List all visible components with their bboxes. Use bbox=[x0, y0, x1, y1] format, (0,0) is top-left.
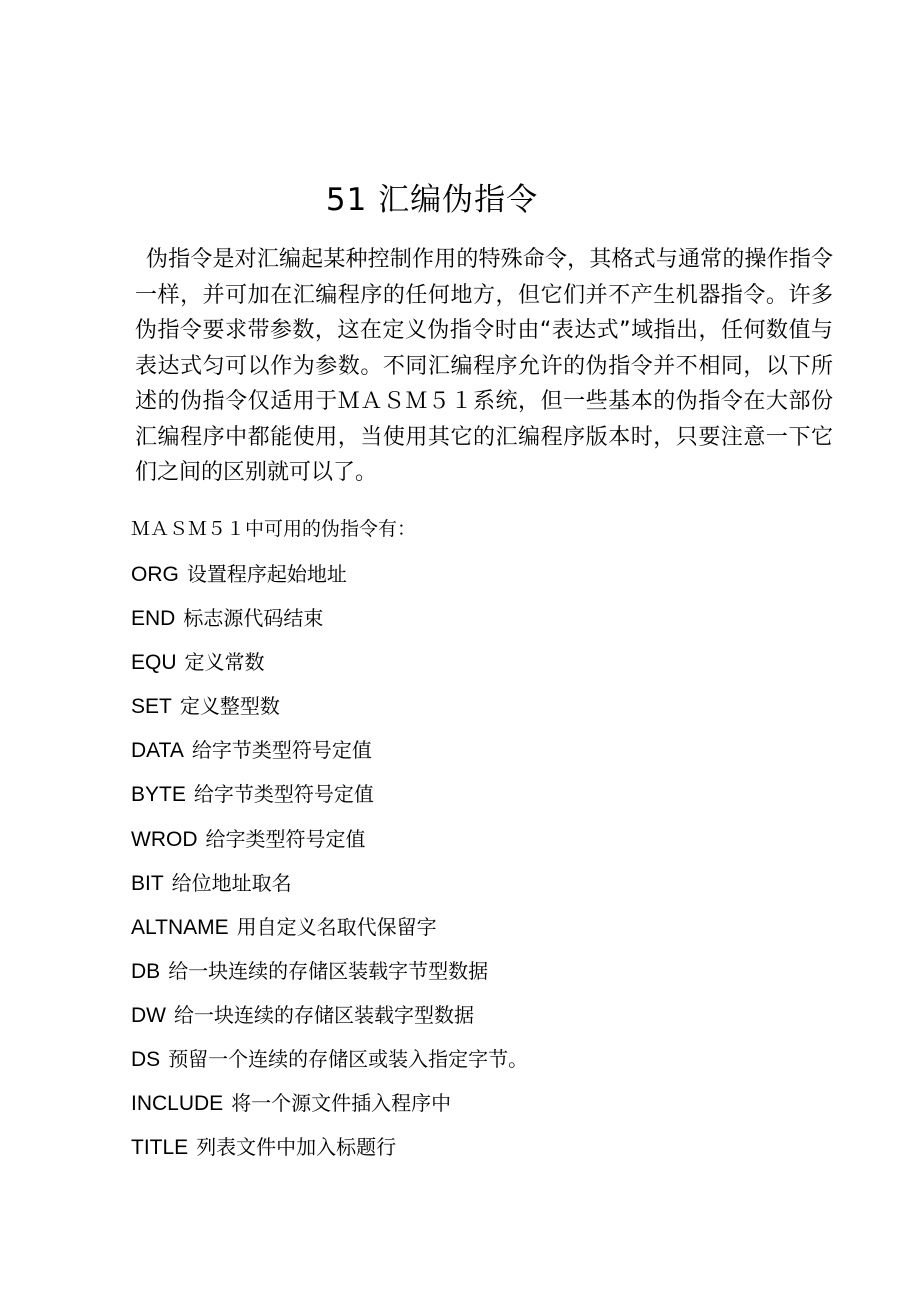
directive-code: BYTE bbox=[131, 783, 186, 807]
directive-item-db bbox=[131, 954, 528, 998]
directive-code: DATA bbox=[131, 739, 184, 763]
directive-code: INCLUDE bbox=[131, 1092, 224, 1116]
directive-code: WROD bbox=[131, 827, 198, 851]
directive-item-bit bbox=[131, 866, 528, 910]
directive-item-end bbox=[131, 601, 528, 645]
directive-item-title bbox=[131, 1130, 528, 1174]
directive-description: 给位地址取名 bbox=[171, 870, 292, 895]
directive-description: 设置程序起始地址 bbox=[186, 562, 347, 586]
directive-description: 给字类型符号定值 bbox=[205, 826, 366, 851]
directive-item-ds bbox=[131, 1042, 528, 1086]
directive-code: SET bbox=[131, 695, 172, 719]
directive-description: 给字节类型符号定值 bbox=[191, 738, 372, 763]
directive-code: EQU bbox=[131, 651, 177, 675]
directive-description: 给一块连续的存储区装载字节型数据 bbox=[168, 958, 489, 983]
directive-list-heading: ＭＡＳＭ５１中可用的伪指令有： bbox=[131, 518, 417, 540]
directive-item-byte bbox=[131, 777, 528, 821]
directive-item-org bbox=[131, 557, 528, 601]
directive-code: DW bbox=[131, 1003, 166, 1027]
directive-description: 给字节类型符号定值 bbox=[193, 782, 374, 807]
directive-code: ORG bbox=[131, 563, 179, 586]
directive-item-set bbox=[131, 689, 528, 733]
directive-description: 用自定义名取代保留字 bbox=[236, 914, 437, 939]
directive-code: TITLE bbox=[131, 1136, 189, 1160]
directive-description: 定义整型数 bbox=[179, 694, 280, 719]
directive-description: 列表文件中加入标题行 bbox=[196, 1135, 397, 1160]
directive-list bbox=[131, 557, 528, 1174]
directive-description: 标志源代码结束 bbox=[183, 606, 324, 631]
directive-description: 将一个源文件插入程序中 bbox=[231, 1091, 452, 1116]
directive-code: BIT bbox=[131, 871, 164, 895]
directive-code: DB bbox=[131, 959, 161, 983]
page-title: 51 汇编伪指令 bbox=[325, 182, 539, 218]
intro-paragraph: 伪指令是对汇编起某种控制作用的特殊命令，其格式与通常的操作指令一样，并可加在汇编程序的任何地方，但它们并不产生机器指令。许多伪指令要求带参数，这在定义伪指令时由“表达式”域指出，任何数值与表达式匀可以作为参数。不同汇编程序允许的伪指令并不相同，以下所述的伪指令仅适用于ＭＡＳＭ５１系统，但一些基本的伪指令在大部份汇编程序中都能使用，当使用其它的汇编程序版本时，只要注意一下它们之间的区别就可以了。 bbox=[135, 247, 833, 485]
directive-item-include bbox=[131, 1086, 528, 1130]
directive-item-equ bbox=[131, 645, 528, 689]
directive-code: DS bbox=[131, 1048, 161, 1072]
directive-item-dw bbox=[131, 998, 528, 1042]
directive-item-altname bbox=[131, 910, 528, 954]
directive-code: ALTNAME bbox=[131, 915, 229, 939]
directive-code: END bbox=[131, 607, 176, 631]
directive-description: 定义常数 bbox=[184, 650, 265, 675]
directive-description: 给一块连续的存储区装载字型数据 bbox=[174, 1002, 474, 1027]
directive-item-wrod bbox=[131, 822, 528, 866]
directive-item-data bbox=[131, 733, 528, 777]
directive-description: 预留一个连续的存储区或装入指定字节。 bbox=[168, 1047, 529, 1072]
